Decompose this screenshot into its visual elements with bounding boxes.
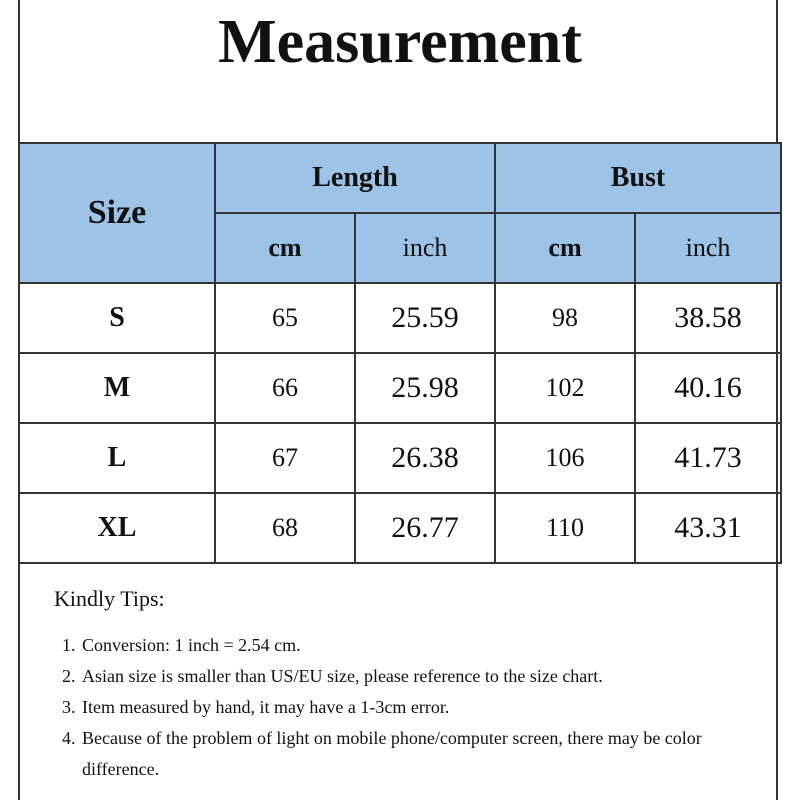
page-title: Measurement	[218, 8, 582, 76]
tip-item: 3. Item measured by hand, it may have a 1-3cm error.	[80, 692, 754, 723]
length-inch-cell: 25.98	[355, 353, 495, 423]
size-cell: S	[19, 283, 215, 353]
length-inch-cell: 25.59	[355, 283, 495, 353]
size-cell: XL	[19, 493, 215, 563]
bust-inch-header: inch	[635, 213, 781, 283]
tip-item: 1. Conversion: 1 inch = 2.54 cm.	[80, 630, 754, 661]
length-inch-cell: 26.77	[355, 493, 495, 563]
size-header: Size	[19, 143, 215, 283]
length-cm-cell: 66	[215, 353, 355, 423]
bust-inch-cell: 38.58	[635, 283, 781, 353]
length-inch-cell: 26.38	[355, 423, 495, 493]
bust-cm-header: cm	[495, 213, 635, 283]
tip-item: 4. Because of the problem of light on mobile phone/computer screen, there may be color difference.	[80, 723, 754, 785]
kindly-tips	[54, 586, 754, 785]
bust-cm-cell: 106	[495, 423, 635, 493]
length-cm-cell: 65	[215, 283, 355, 353]
bust-inch-cell: 40.16	[635, 353, 781, 423]
bust-cm-cell: 110	[495, 493, 635, 563]
tip-item: 2. Asian size is smaller than US/EU size, please reference to the size chart.	[80, 661, 754, 692]
bust-header: Bust	[495, 143, 781, 213]
bust-cm-cell: 102	[495, 353, 635, 423]
table-row	[19, 283, 781, 353]
size-cell: M	[19, 353, 215, 423]
length-cm-cell: 68	[215, 493, 355, 563]
size-chart-table	[18, 142, 782, 564]
tips-title: Kindly Tips:	[54, 586, 165, 611]
length-cm-header: cm	[215, 213, 355, 283]
bust-inch-cell: 41.73	[635, 423, 781, 493]
bust-cm-cell: 98	[495, 283, 635, 353]
table-row	[19, 353, 781, 423]
table-row	[19, 423, 781, 493]
length-header: Length	[215, 143, 495, 213]
length-inch-header: inch	[355, 213, 495, 283]
length-cm-cell: 67	[215, 423, 355, 493]
tips-list	[54, 630, 754, 785]
size-cell: L	[19, 423, 215, 493]
bust-inch-cell: 43.31	[635, 493, 781, 563]
table-row	[19, 493, 781, 563]
